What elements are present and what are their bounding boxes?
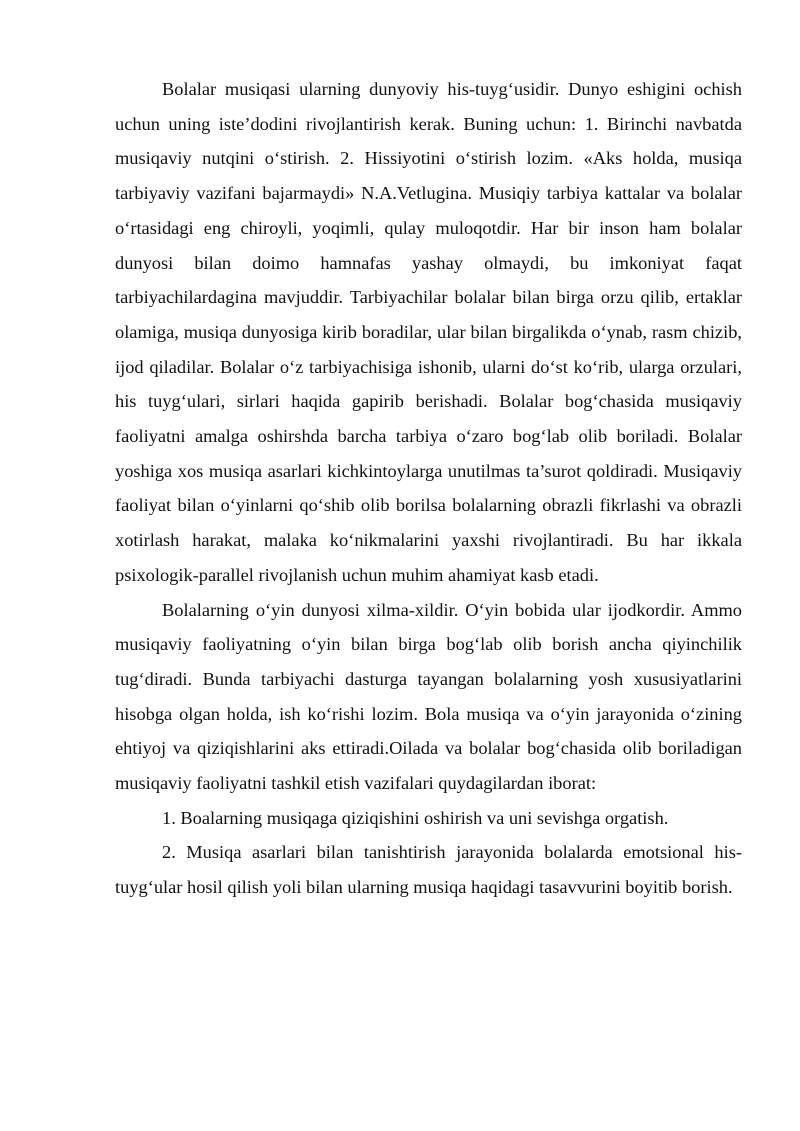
list-item-2: 2. Musiqa asarlari bilan tanishtirish jarayonida bolalarda emotsional his-tuyg‘ular hosil qilish yoli bilan ularning musiqa haqidagi tasavvurini boyitib borish.: [115, 842, 742, 898]
list-item-1: 1. Boalarning musiqaga qiziqishini oshirish va uni sevishga orgatish.: [162, 807, 669, 828]
paragraph-1: Bolalar musiqasi ularning dunyoviy his-tuyg‘usidir. Dunyo eshigini ochish uchun uning iste’dodini rivojlantirish kerak. Buning uchun: 1. Birinchi navbatda musiqaviy nutqini o‘stirish. 2. Hissiyotini o‘stirish lozim. «Aks holda, musiqa tarbiyaviy vazifani bajarmaydi» N.A.Vetlugina. Musiqiy tarbiya kattalar va bolalar o‘rtasidagi eng chiroyli, yoqimli, qulay muloqotdir. Har bir inson ham bolalar dunyosi bilan doimo hamnafas yashay olmaydi, bu imkoniyat faqat tarbiyachilardagina mavjuddir. Tarbiyachilar bolalar bilan birga orzu qilib, ertaklar olamiga, musiqa dunyosiga kirib boradilar, ular bilan birgalikda o‘ynab, rasm chizib, ijod qiladilar. Bolalar o‘z tarbiyachisiga ishonib, ularni do‘st ko‘rib, ularga orzulari, his tuyg‘ulari, sirlari haqida gapirib berishadi. Bolalar bog‘chasida musiqaviy faoliyatni amalga oshirshda barcha tarbiya o‘zaro bog‘lab olib boriladi. Bolalar yoshiga xos musiqa asarlari kichkintoylarga unutilmas ta’surot qoldiradi. Musiqaviy faoliyat bilan o‘yinlarni qo‘shib olib borilsa bolalarning obrazli fikrlashi va obrazli xotirlash harakat, malaka ko‘nikmalarini yaxshi rivojlantiradi. Bu har ikkala psixologik-parallel rivojlanish uchun muhim ahamiyat kasb etadi.: [115, 79, 742, 585]
paragraph-2: Bolalarning o‘yin dunyosi xilma-xildir. O‘yin bobida ular ijodkordir. Ammo musiqaviy faoliyatning o‘yin bilan birga bog‘lab olib borish ancha qiyinchilik tug‘diradi. Bunda tarbiyachi dasturga tayangan bolalarning yosh xususiyatlarini hisobga olgan holda, ish ko‘rishi lozim. Bola musiqa va o‘yin jarayonida o‘zining ehtiyoj va qiziqishlarini aks ettiradi.Oilada va bolalar bog‘chasida olib boriladigan musiqaviy faoliyatni tashkil etish vazifalari quydagilardan iborat:: [115, 599, 742, 794]
document-page: [115, 72, 742, 905]
